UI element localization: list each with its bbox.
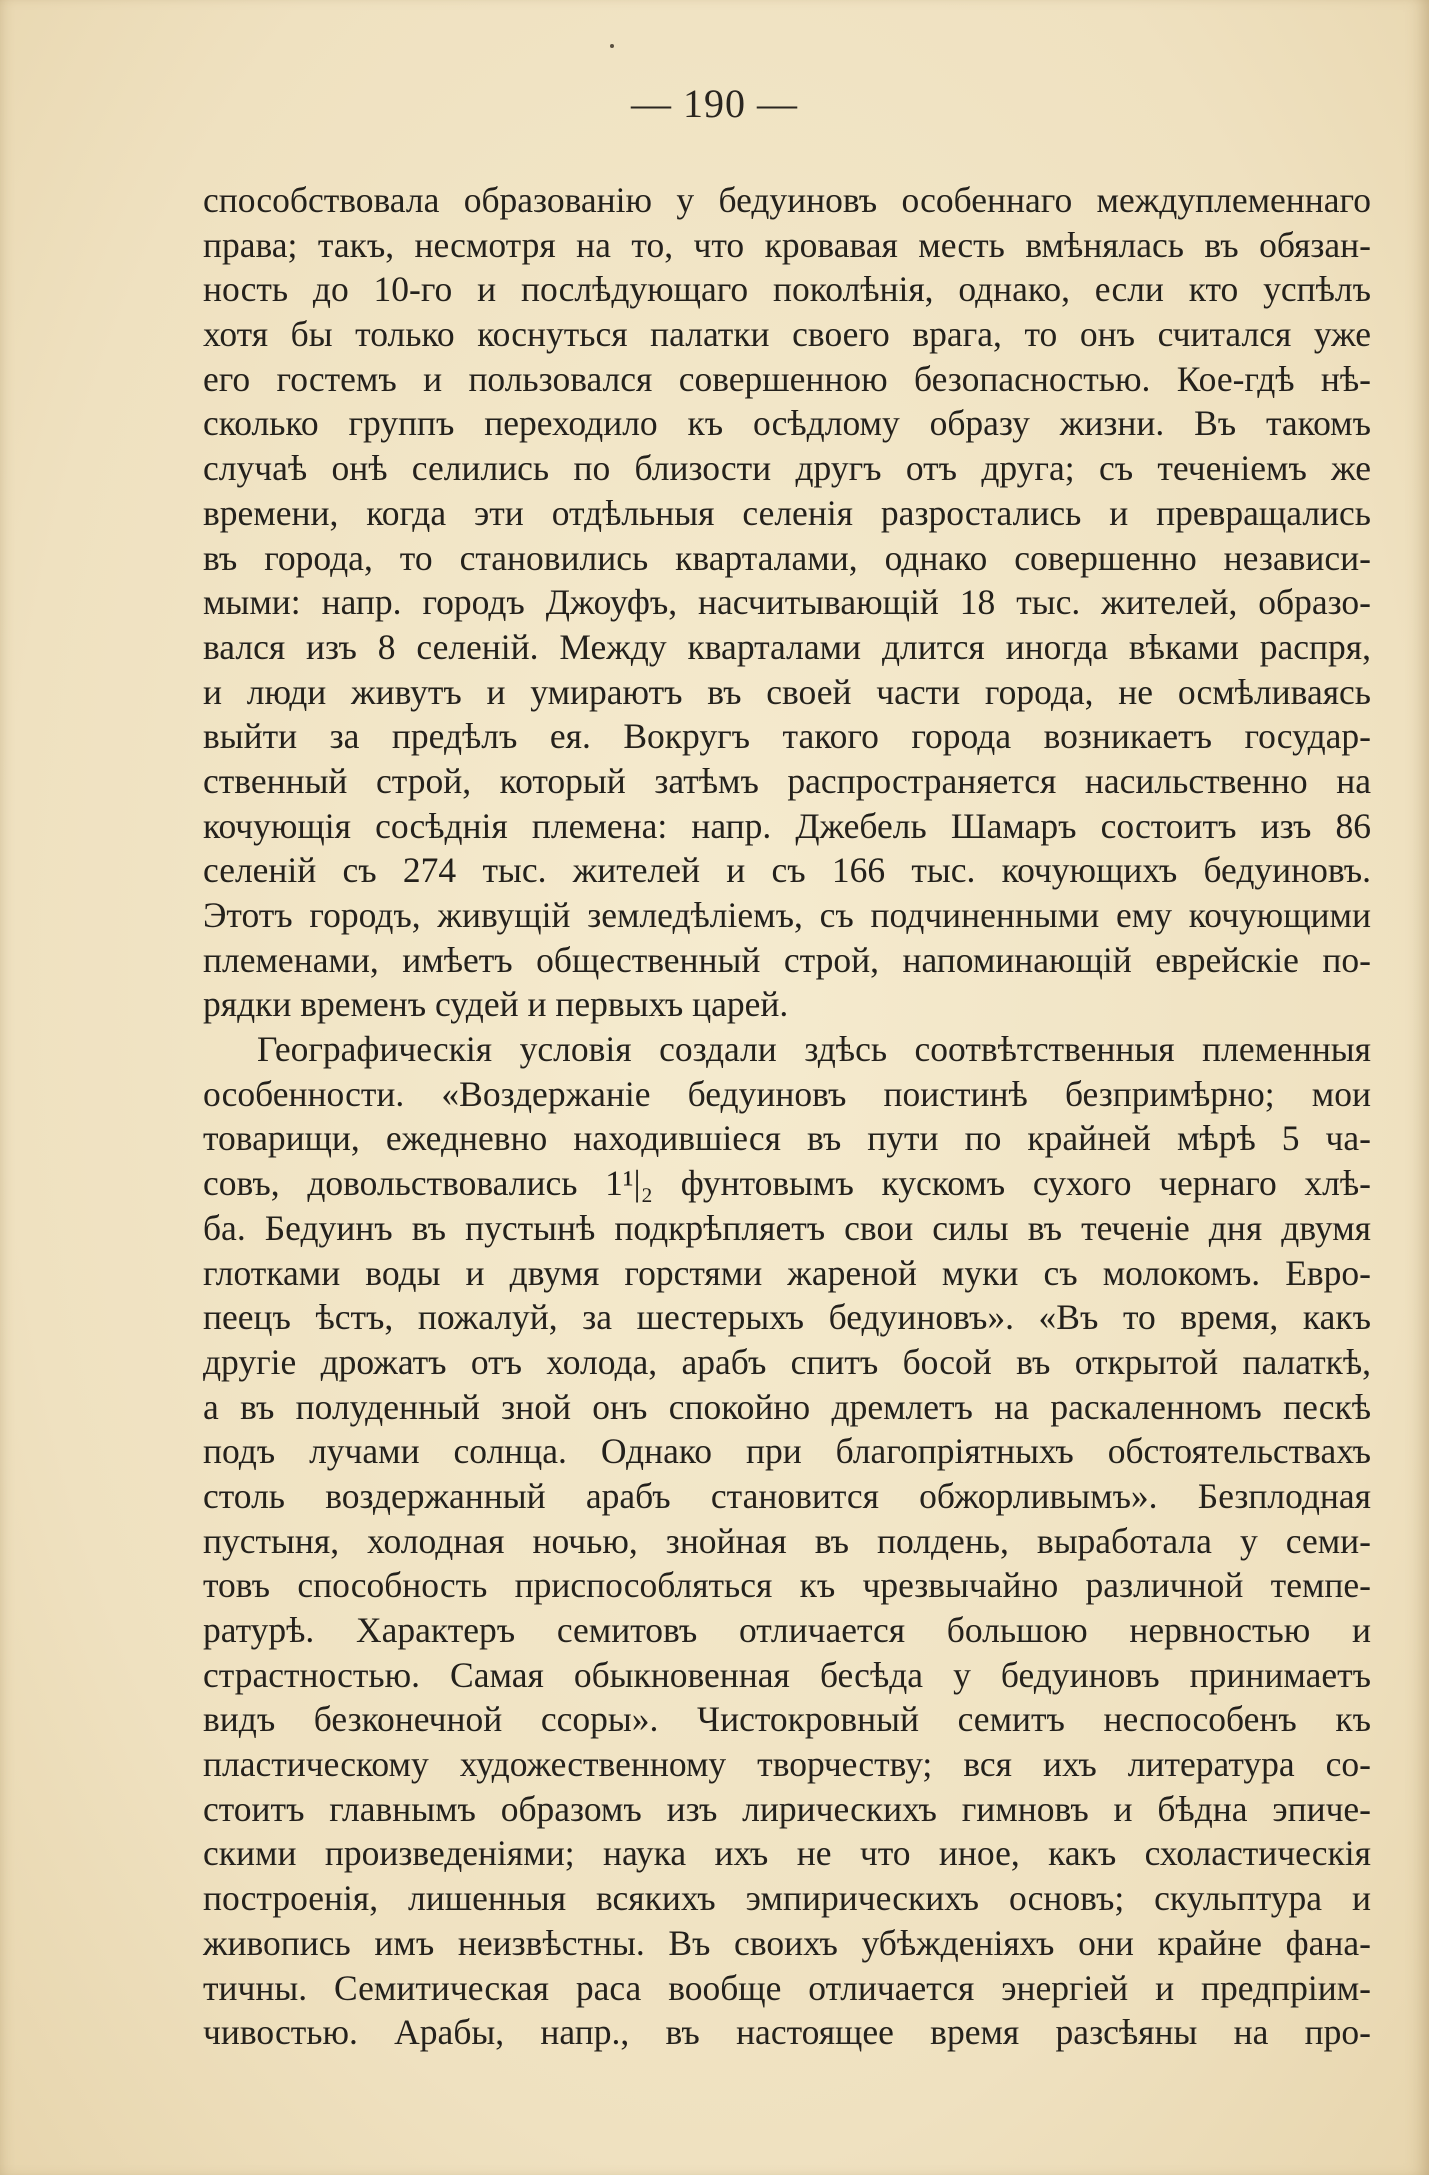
text-line: чивостью. Арабы, напр., въ настоящее время разсѣяны на про- [203,2012,1371,2053]
text-line: выйти за предѣлъ ея. Вокругъ такого города возникаетъ государ- [203,716,1371,757]
text-line: построенія, лишенныя всякихъ эмпирическихъ основъ; скульптура и [203,1878,1371,1919]
text-line: видъ безконечной ссоры». Чистокровный семитъ неспособенъ къ [203,1699,1371,1740]
text-line: ность до 10-го и послѣдующаго поколѣнія, однако, если кто успѣлъ [203,269,1371,310]
text-line: скими произведеніями; наука ихъ не что иное, какъ схоластическія [203,1833,1371,1874]
text-line: селеній съ 274 тыс. жителей и съ 166 тыс. кочующихъ бедуиновъ. [203,850,1371,891]
text-line: страстностью. Самая обыкновенная бесѣда у бедуиновъ принимаетъ [203,1654,1371,1695]
text-line: племенами, имѣетъ общественный строй, напоминающій еврейскіе по- [203,939,1371,980]
text-line: пеецъ ѣстъ, пожалуй, за шестерыхъ бедуиновъ». «Въ то время, какъ [203,1297,1371,1338]
print-speck [610,44,614,48]
text-line: особенности. «Воздержаніе бедуиновъ поистинѣ безпримѣрно; мои [203,1073,1371,1114]
body-text [203,178,1371,2055]
text-line: стоитъ главнымъ образомъ изъ лирическихъ гимновъ и бѣдна эпиче- [203,1788,1371,1829]
text-line: случаѣ онѣ селились по близости другъ отъ друга; съ теченіемъ же [203,448,1371,489]
text-line: другіе дрожатъ отъ холода, арабъ спитъ босой въ открытой палаткѣ, [203,1341,1371,1382]
text-line: права; такъ, несмотря на то, что кровавая месть вмѣнялась въ обязан- [203,224,1371,265]
text-line: въ города, то становились кварталами, однако совершенно независи- [203,537,1371,578]
text-line: и люди живутъ и умираютъ въ своей части города, не осмѣливаясь [203,671,1371,712]
text-line: вался изъ 8 селеній. Между кварталами длится иногда вѣками распря, [203,626,1371,667]
page-number: — 190 — [631,81,798,126]
text-line: рядки временъ судей и первыхъ царей. [203,984,789,1025]
text-line: товъ способность приспособляться къ чрезвычайно различной темпе- [203,1565,1371,1606]
text-line: мыми: напр. городъ Джоуфъ, насчитывающій 18 тыс. жителей, образо- [203,582,1371,623]
text-line: его гостемъ и пользовался совершенною безопасностью. Кое-гдѣ нѣ- [203,358,1371,399]
text-line: ба. Бедуинъ въ пустынѣ подкрѣпляетъ свои силы въ теченіе дня двумя [203,1207,1371,1248]
text-line: товарищи, ежедневно находившіеся въ пути по крайней мѣрѣ 5 ча- [203,1118,1371,1159]
text-line: способствовала образованію у бедуиновъ особеннаго междуплеменнаго [203,180,1371,220]
text-line: Этотъ городъ, живущій земледѣліемъ, съ подчиненными ему кочующими [203,895,1371,935]
text-line: совъ, довольствовались 1¹|₂ фунтовымъ кускомъ сухого чернаго хлѣ- [203,1163,1371,1204]
text-line: кочующія сосѣднія племена: напр. Джебель Шамаръ состоитъ изъ 86 [203,805,1371,846]
text-line: живопись имъ неизвѣстны. Въ своихъ убѣжденіяхъ они крайне фана- [203,1922,1371,1963]
text-line: а въ полуденный зной онъ спокойно дремлетъ на раскаленномъ пескѣ [203,1386,1371,1427]
text-line: хотя бы только коснуться палатки своего врага, то онъ считался уже [203,314,1371,355]
text-line: ратурѣ. Характеръ семитовъ отличается большою нервностью и [203,1610,1371,1650]
text-line: ственный строй, который затѣмъ распространяется насильственно на [203,760,1371,801]
text-line: тичны. Семитическая раса вообще отличается энергіей и предпріим- [203,1967,1371,2008]
text-line: пустыня, холодная ночью, знойная въ полдень, выработала у семи- [203,1520,1371,1561]
text-line: подъ лучами солнца. Однако при благопріятныхъ обстоятельствахъ [203,1431,1371,1472]
text-line: времени, когда эти отдѣльныя селенія разростались и превращались [203,492,1371,533]
text-line: глотками воды и двумя горстями жареной муки съ молокомъ. Евро- [203,1252,1371,1293]
text-line: Географическія условія создали здѣсь соотвѣтственныя племенныя [257,1029,1371,1070]
text-line: столь воздержанный арабъ становится обжорливымъ». Безплодная [203,1475,1371,1516]
text-line: пластическому художественному творчеству; вся ихъ литература со- [203,1744,1371,1785]
text-line: сколько группъ переходило къ осѣдлому образу жизни. Въ такомъ [203,403,1371,444]
